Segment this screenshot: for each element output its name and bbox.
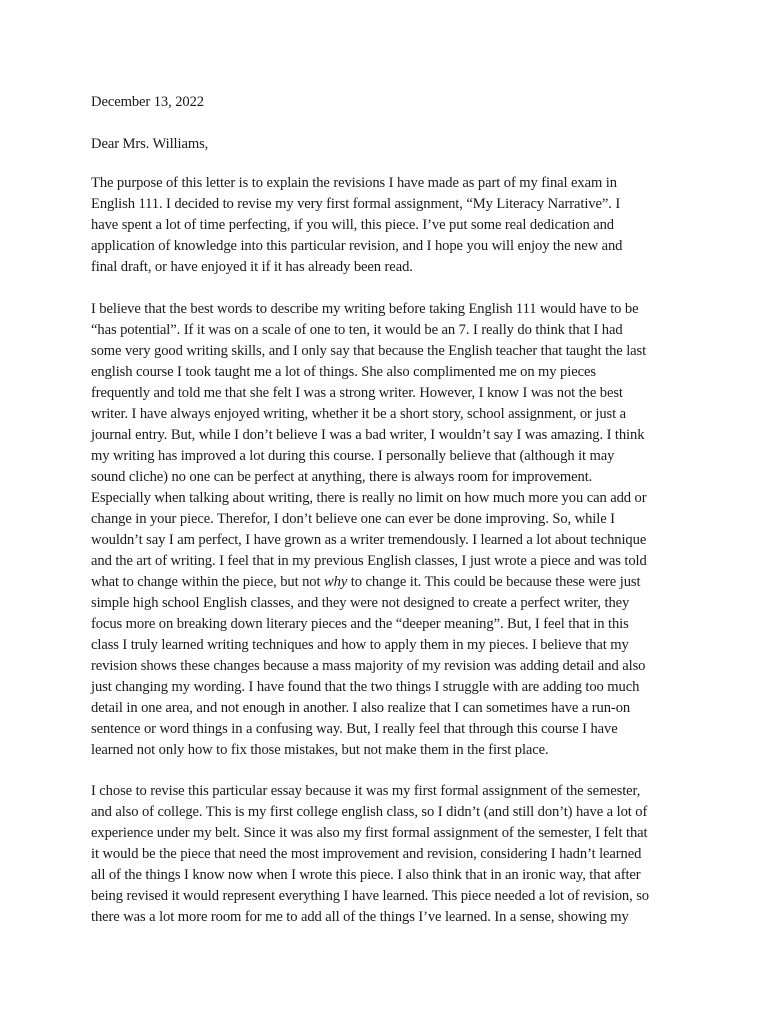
- text-line: sentence or word things in a confusing way. But, I really feel that through this course I have: [91, 721, 618, 737]
- text-line: I chose to revise this particular essay because it was my first formal assignment of the semester,: [91, 783, 641, 799]
- text-line: experience under my belt. Since it was also my first formal assignment of the semester, I felt that: [91, 825, 648, 841]
- text-line: focus more on breaking down literary pieces and the “deeper meaning”. But, I feel that in this: [91, 616, 629, 632]
- paragraph-3: [91, 781, 649, 928]
- text-line: learned not only how to fix those mistakes, but not make them in the first place.: [91, 742, 549, 758]
- text-line: wouldn’t say I am perfect, I have grown as a writer tremendously. I learned a lot about technique: [91, 532, 647, 548]
- text-line: “has potential”. If it was on a scale of one to ten, it would be an 7. I really do think that I had: [91, 322, 623, 338]
- letter-salutation: Dear Mrs. Williams,: [91, 136, 209, 152]
- text-line-with-italic: [91, 572, 647, 593]
- paragraph-2: [91, 299, 647, 761]
- text-line: change in your piece. Therefor, I don’t believe one can ever be done improving. So, while I: [91, 511, 615, 527]
- text-line: Especially when talking about writing, there is really no limit on how much more you can add or: [91, 490, 647, 506]
- text-line: some very good writing skills, and I only say that because the English teacher that taught the last: [91, 343, 647, 359]
- text-line: The purpose of this letter is to explain the revisions I have made as part of my final exam in: [91, 175, 617, 191]
- text-line: writer. I have always enjoyed writing, whether it be a short story, school assignment, or just a: [91, 406, 626, 422]
- text-line: my writing has improved a lot during this course. I personally believe that (although it may: [91, 448, 615, 464]
- paragraph-1: [91, 173, 622, 278]
- text-line: I believe that the best words to describe my writing before taking English 111 would have to be: [91, 301, 639, 317]
- text-line: and the art of writing. I feel that in my previous English classes, I just wrote a piece and was told: [91, 553, 647, 569]
- text-line: frequently and told me that she felt I was a strong writer. However, I know I was not the best: [91, 385, 623, 401]
- text-line: it would be the piece that need the most improvement and revision, considering I hadn’t learned: [91, 846, 642, 862]
- text-segment: what to change within the piece, but not: [91, 574, 324, 590]
- text-line: english course I took taught me a lot of things. She also complimented me on my pieces: [91, 364, 596, 380]
- text-line: final draft, or have enjoyed it if it has already been read.: [91, 259, 413, 275]
- text-line: sound cliche) no one can be perfect at anything, there is always room for improvement.: [91, 469, 593, 485]
- text-line: application of knowledge into this particular revision, and I hope you will enjoy the new and: [91, 238, 623, 254]
- text-line: just changing my wording. I have found that the two things I struggle with are adding too much: [91, 679, 640, 695]
- text-line: revision shows these changes because a mass majority of my revision was adding detail and also: [91, 658, 646, 674]
- text-line: simple high school English classes, and they were not designed to create a perfect writer, they: [91, 595, 630, 611]
- text-line: class I truly learned writing techniques and how to apply them in my pieces. I believe that my: [91, 637, 629, 653]
- text-line: detail in one area, and not enough in another. I also realize that I can sometimes have a run-on: [91, 700, 631, 716]
- italic-word: why: [324, 574, 348, 590]
- text-line: journal entry. But, while I don’t believe I was a bad writer, I wouldn’t say I was amazing. I think: [91, 427, 645, 443]
- text-line: English 111. I decided to revise my very first formal assignment, “My Literacy Narrative”. I: [91, 196, 621, 212]
- text-segment: to change it. This could be because these were just: [347, 574, 641, 590]
- text-line: there was a lot more room for me to add all of the things I’ve learned. In a sense, showing my: [91, 909, 629, 925]
- text-line: all of the things I know now when I wrote this piece. I also think that in an ironic way, that after: [91, 867, 641, 883]
- text-line: have spent a lot of time perfecting, if you will, this piece. I’ve put some real dedication and: [91, 217, 615, 233]
- text-line: and also of college. This is my first college english class, so I didn’t (and still don’t) have a lot of: [91, 804, 648, 820]
- text-line: being revised it would represent everything I have learned. This piece needed a lot of revision, so: [91, 888, 649, 904]
- letter-date: December 13, 2022: [91, 94, 204, 110]
